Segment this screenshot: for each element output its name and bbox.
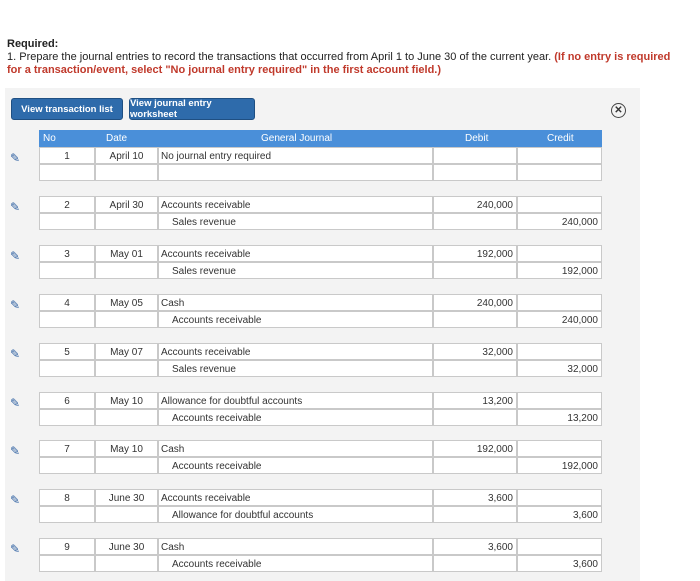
instructions — [7, 38, 687, 77]
credit-amount-top-field[interactable] — [517, 147, 602, 164]
debit-amount-bottom-field[interactable] — [433, 311, 517, 328]
entry-number: 9 — [39, 538, 95, 555]
entry-date-spacer — [95, 506, 158, 523]
credit-amount-field[interactable]: 3,600 — [517, 506, 602, 523]
credit-amount-field[interactable]: 3,600 — [517, 555, 602, 572]
view-journal-entry-worksheet-button[interactable]: View journal entry worksheet — [129, 98, 255, 120]
entry-number: 7 — [39, 440, 95, 457]
debit-amount-bottom-field[interactable] — [433, 360, 517, 377]
table-header — [39, 130, 602, 147]
debit-amount-field[interactable]: 13,200 — [433, 392, 517, 409]
debit-account-field[interactable]: Accounts receivable — [158, 343, 433, 360]
entry-number: 4 — [39, 294, 95, 311]
debit-amount-field[interactable]: 3,600 — [433, 489, 517, 506]
debit-amount-field[interactable] — [433, 147, 517, 164]
debit-amount-field[interactable]: 240,000 — [433, 294, 517, 311]
entry-number: 2 — [39, 196, 95, 213]
required-note: (If no entry is required for a transaction/event, select "No journal entry required" in the first account field.) — [7, 51, 671, 76]
debit-account-field[interactable]: Allowance for doubtful accounts — [158, 392, 433, 409]
entry-date-spacer — [95, 164, 158, 181]
header-debit: Debit — [465, 133, 489, 144]
header-date: Date — [106, 133, 128, 144]
entry-date-spacer — [95, 213, 158, 230]
required-text — [7, 51, 687, 77]
edit-pencil-icon[interactable]: ✎ — [10, 396, 21, 410]
credit-amount-top-field[interactable] — [517, 392, 602, 409]
edit-pencil-icon[interactable]: ✎ — [10, 444, 21, 458]
edit-pencil-icon[interactable]: ✎ — [10, 493, 21, 507]
credit-account-field[interactable]: Accounts receivable — [158, 555, 433, 572]
entry-number-spacer — [39, 409, 95, 426]
entry-date[interactable]: April 30 — [95, 196, 158, 213]
entry-date-spacer — [95, 457, 158, 474]
entry-number: 5 — [39, 343, 95, 360]
required-heading: Required: — [7, 38, 59, 50]
debit-account-field[interactable]: Accounts receivable — [158, 245, 433, 262]
edit-pencil-icon[interactable]: ✎ — [10, 151, 21, 165]
entry-date[interactable]: May 01 — [95, 245, 158, 262]
credit-amount-top-field[interactable] — [517, 245, 602, 262]
entry-date[interactable]: June 30 — [95, 489, 158, 506]
credit-amount-top-field[interactable] — [517, 489, 602, 506]
general-journal-table — [39, 130, 602, 147]
credit-amount-field[interactable]: 32,000 — [517, 360, 602, 377]
debit-amount-bottom-field[interactable] — [433, 506, 517, 523]
entry-number-spacer — [39, 164, 95, 181]
entry-number-spacer — [39, 555, 95, 572]
entry-number-spacer — [39, 506, 95, 523]
credit-account-field[interactable] — [158, 164, 433, 181]
debit-account-field[interactable]: Cash — [158, 538, 433, 555]
credit-amount-field[interactable]: 240,000 — [517, 311, 602, 328]
debit-account-field[interactable]: Accounts receivable — [158, 489, 433, 506]
credit-amount-top-field[interactable] — [517, 440, 602, 457]
entry-number-spacer — [39, 360, 95, 377]
view-transaction-list-button[interactable]: View transaction list — [11, 98, 123, 120]
entry-number-spacer — [39, 311, 95, 328]
debit-amount-field[interactable]: 3,600 — [433, 538, 517, 555]
entry-number: 8 — [39, 489, 95, 506]
debit-amount-field[interactable]: 32,000 — [433, 343, 517, 360]
required-instruction: 1. Prepare the journal entries to record the transactions that occurred from April 1 to June 30 of the current year. — [7, 51, 552, 63]
credit-amount-field[interactable] — [517, 164, 602, 181]
debit-amount-bottom-field[interactable] — [433, 457, 517, 474]
edit-pencil-icon[interactable]: ✎ — [10, 249, 21, 263]
entry-number-spacer — [39, 457, 95, 474]
entry-number: 3 — [39, 245, 95, 262]
edit-pencil-icon[interactable]: ✎ — [10, 542, 21, 556]
debit-amount-field[interactable]: 192,000 — [433, 245, 517, 262]
debit-amount-bottom-field[interactable] — [433, 409, 517, 426]
entry-date[interactable]: May 10 — [95, 392, 158, 409]
entry-date-spacer — [95, 409, 158, 426]
debit-amount-bottom-field[interactable] — [433, 164, 517, 181]
entry-date[interactable]: April 10 — [95, 147, 158, 164]
credit-amount-top-field[interactable] — [517, 538, 602, 555]
entry-date[interactable]: May 10 — [95, 440, 158, 457]
credit-amount-field[interactable]: 192,000 — [517, 457, 602, 474]
header-general-journal: General Journal — [261, 133, 333, 144]
credit-account-field[interactable]: Accounts receivable — [158, 409, 433, 426]
credit-account-field[interactable]: Allowance for doubtful accounts — [158, 506, 433, 523]
entry-date[interactable]: May 05 — [95, 294, 158, 311]
debit-account-field[interactable]: Accounts receivable — [158, 196, 433, 213]
entry-date[interactable]: May 07 — [95, 343, 158, 360]
credit-account-field[interactable]: Sales revenue — [158, 360, 433, 377]
credit-account-field[interactable]: Sales revenue — [158, 262, 433, 279]
debit-account-field[interactable]: Cash — [158, 440, 433, 457]
entry-date-spacer — [95, 311, 158, 328]
edit-pencil-icon[interactable]: ✎ — [10, 298, 21, 312]
credit-amount-top-field[interactable] — [517, 294, 602, 311]
debit-amount-bottom-field[interactable] — [433, 213, 517, 230]
entry-number-spacer — [39, 262, 95, 279]
debit-account-field[interactable]: Cash — [158, 294, 433, 311]
debit-amount-bottom-field[interactable] — [433, 555, 517, 572]
entry-date-spacer — [95, 555, 158, 572]
entry-number: 6 — [39, 392, 95, 409]
debit-amount-bottom-field[interactable] — [433, 262, 517, 279]
debit-amount-field[interactable]: 240,000 — [433, 196, 517, 213]
edit-pencil-icon[interactable]: ✎ — [10, 347, 21, 361]
close-icon[interactable]: ✕ — [611, 103, 626, 118]
credit-amount-field[interactable]: 192,000 — [517, 262, 602, 279]
credit-account-field[interactable]: Accounts receivable — [158, 457, 433, 474]
entry-number-spacer — [39, 213, 95, 230]
entry-number: 1 — [39, 147, 95, 164]
edit-pencil-icon[interactable]: ✎ — [10, 200, 21, 214]
header-credit: Credit — [547, 133, 574, 144]
debit-amount-field[interactable]: 192,000 — [433, 440, 517, 457]
entry-date-spacer — [95, 262, 158, 279]
credit-account-field[interactable]: Sales revenue — [158, 213, 433, 230]
debit-account-field[interactable]: No journal entry required — [158, 147, 433, 164]
credit-amount-top-field[interactable] — [517, 196, 602, 213]
entry-date[interactable]: June 30 — [95, 538, 158, 555]
credit-amount-field[interactable]: 240,000 — [517, 213, 602, 230]
credit-account-field[interactable]: Accounts receivable — [158, 311, 433, 328]
header-no: No — [43, 133, 56, 144]
credit-amount-top-field[interactable] — [517, 343, 602, 360]
credit-amount-field[interactable]: 13,200 — [517, 409, 602, 426]
entry-date-spacer — [95, 360, 158, 377]
